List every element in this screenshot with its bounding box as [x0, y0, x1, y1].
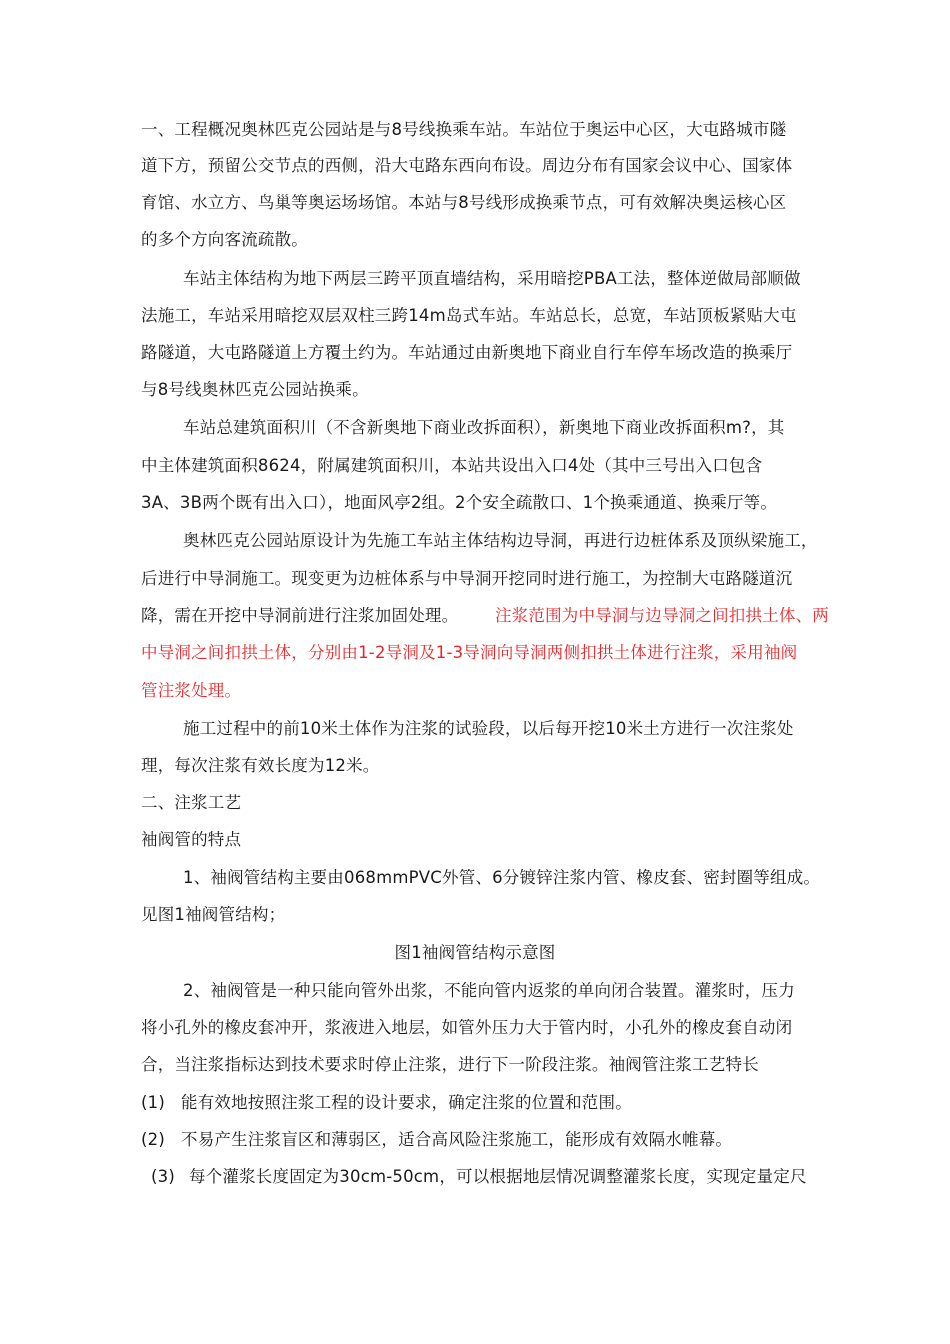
- list-item: 每个灌浆长度固定为30cm-50cm，可以根据地层情况调整灌浆长度，实现定量定尺: [189, 1167, 807, 1186]
- subsection-heading: 袖阀管的特点: [141, 830, 242, 849]
- paragraph-line: 降，需在开挖中导洞前进行注浆加固处理。: [141, 606, 459, 625]
- paragraph-line: 2、袖阀管是一种只能向管外出浆，不能向管内返浆的单向闭合装置。灌浆时，压力: [183, 981, 795, 1000]
- highlighted-text: 中导洞之间扣拱土体，分别由1-2导洞及1-3导洞向导洞两侧扣拱土体进行注浆，采用袖阀: [141, 643, 798, 662]
- paragraph-line: 1、袖阀管结构主要由068mmPVC外管、6分镀锌注浆内管、橡皮套、密封圈等组成。: [183, 868, 821, 887]
- paragraph-line: 道下方，预留公交节点的西侧，沿大屯路东西向布设。周边分布有国家会议中心、国家体: [141, 156, 793, 175]
- paragraph-line: 一、工程概况奥林匹克公园站是与8号线换乘车站。车站位于奥运中心区，大屯路城市隧: [141, 120, 787, 139]
- list-marker: (3): [151, 1167, 175, 1186]
- highlighted-text: 注浆范围为中导洞与边导洞之间扣拱土体、两: [495, 606, 829, 625]
- paragraph-line: 见图1袖阀管结构；: [141, 905, 286, 924]
- paragraph-line: 奥林匹克公园站原设计为先施工车站主体结构边导洞，再进行边桩体系及顶纵梁施工，: [183, 531, 818, 550]
- highlighted-text: 管注浆处理。: [141, 681, 242, 700]
- paragraph-line: 合，当注浆指标达到技术要求时停止注浆，进行下一阶段注浆。袖阀管注浆工艺特长: [141, 1055, 759, 1074]
- paragraph-line: 施工过程中的前10米土体作为注浆的试验段，以后每开挖10米土方进行一次注浆处: [183, 719, 794, 738]
- paragraph-line: 车站主体结构为地下两层三跨平顶直墙结构，采用暗挖PBA工法，整体逆做局部顺做: [183, 269, 801, 288]
- paragraph-line: 后进行中导洞施工。现变更为边桩体系与中导洞开挖同时进行施工，为控制大屯路隧道沉: [141, 569, 793, 588]
- list-marker: (1): [141, 1093, 165, 1112]
- paragraph-line: 法施工，车站采用暗挖双层双柱三跨14m岛式车站。车站总长，总宽，车站顶板紧贴大屯: [141, 306, 797, 325]
- paragraph-line: 路隧道，大屯路隧道上方覆土约为。车站通过由新奥地下商业自行车停车场改造的换乘厅: [141, 343, 793, 362]
- paragraph-line: 将小孔外的橡皮套冲开，浆液进入地层，如管外压力大于管内时，小孔外的橡皮套自动闭: [141, 1018, 793, 1037]
- paragraph-line: 育馆、水立方、鸟巢等奥运场场馆。本站与8号线形成换乘节点，可有效解决奥运核心区: [141, 193, 787, 212]
- paragraph-line: 3A、3B两个既有出入口），地面风亭2组。2个安全疏散口、1个换乘通道、换乘厅等。: [141, 493, 778, 512]
- figure-caption: 图1袖阀管结构示意图: [394, 943, 556, 962]
- list-item: 不易产生注浆盲区和薄弱区，适合高风险注浆施工，能形成有效隔水帷幕。: [181, 1130, 733, 1149]
- paragraph-line: 与8号线奥林匹克公园站换乘。: [141, 380, 369, 399]
- list-marker: (2): [141, 1130, 165, 1149]
- paragraph-line: 车站总建筑面积川（不含新奥地下商业改拆面积），新奥地下商业改拆面积m?，其: [183, 418, 785, 437]
- paragraph-line: 的多个方向客流疏散。: [141, 230, 308, 249]
- paragraph-line: 中主体建筑面积8624，附属建筑面积川，本站共设出入口4处（其中三号出入口包含: [141, 456, 763, 475]
- list-item: 能有效地按照注浆工程的设计要求，确定注浆的位置和范围。: [181, 1093, 632, 1112]
- section-heading: 二、注浆工艺: [141, 793, 242, 812]
- paragraph-line: 理，每次注浆有效长度为12米。: [141, 756, 380, 775]
